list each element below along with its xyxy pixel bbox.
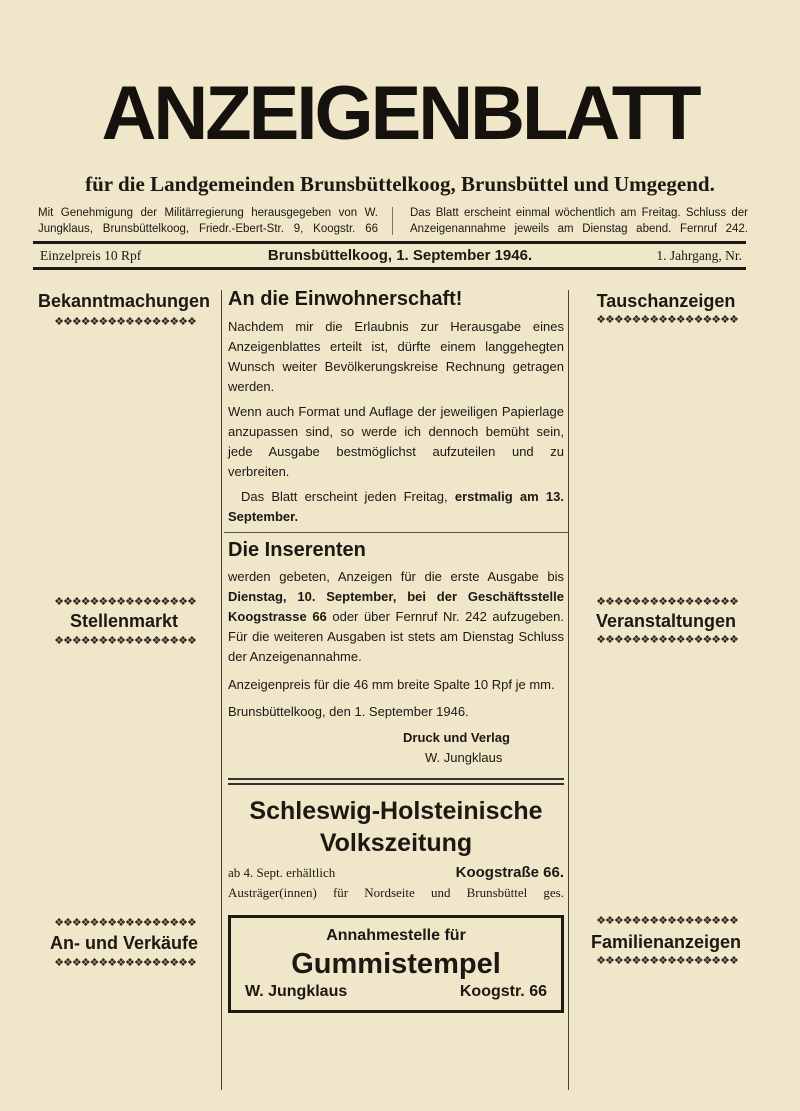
ornament-divider	[572, 634, 762, 647]
paragraph: Wenn auch Format und Auflage der jeweiligen Papierlage anzupassen sind, so werde ich dennoch bemüht sein, jede Ausgabe bestmöglichst aufzuteilen und zu verbreiten.	[228, 404, 564, 479]
ornament-divider	[572, 314, 762, 327]
paragraph: Nachdem mir die Erlaubnis zur Herausgabe eines Anzeigenblattes erteilt ist, dürfte einem langgehegten Wunsch weiter Bevölkerungskreise Rechnung getragen werden.	[228, 319, 564, 394]
center-column	[228, 287, 564, 1013]
ornament-divider	[30, 917, 220, 930]
rule	[33, 241, 746, 244]
double-rule	[228, 778, 564, 785]
ad-headline: Gummistempel	[291, 948, 501, 980]
signature: Druck und Verlag	[403, 730, 510, 745]
masthead-subtitle: für die Landgemeinden Brunsbüttelkoog, Brunsbüttel und Umgegend.	[85, 172, 715, 196]
column-divider	[568, 290, 569, 1090]
ad-gummistempel	[228, 915, 564, 1013]
ad-carriers-wanted: Austräger(innen) für Nordseite und Brunsbüttel ges.	[228, 885, 564, 900]
ornament-divider	[30, 316, 220, 329]
article-inserenten	[228, 538, 564, 768]
divider	[392, 207, 393, 235]
ad-volkszeitung-title: Schleswig-Holsteinische Volkszeitung	[249, 797, 543, 857]
masthead-title: ANZEIGENBLATT	[101, 71, 699, 156]
ornament-divider	[30, 635, 220, 648]
price: Einzelpreis 10 Rpf	[40, 248, 142, 263]
rule	[224, 532, 568, 533]
ad-footer: W. Jungklaus Koogstr. 66	[245, 983, 547, 1000]
ad-line: Annahmestelle für	[326, 927, 466, 944]
ornament-divider	[572, 955, 762, 968]
paragraph: Anzeigenpreis für die 46 mm breite Spalte 10 Rpf je mm.	[228, 677, 555, 692]
article-einwohnerschaft	[228, 287, 564, 527]
paragraph: Das Blatt erscheint jeden Freitag, erstmalig am 13. September.	[228, 489, 564, 524]
paragraph: Brunsbüttelkoog, den 1. September 1946.	[228, 704, 469, 719]
issue-number: 1. Jahrgang, Nr.	[656, 248, 742, 263]
issue-date: Brunsbüttelkoog, 1. September 1946.	[267, 247, 533, 264]
article-heading: Die Inserenten	[228, 539, 366, 561]
ad-info-row	[228, 863, 564, 883]
section-bekanntmachungen: Bekanntmachungen	[37, 291, 211, 311]
publisher-note: Mit Genehmigung der Militärregierung herausgegeben von W. Jungklaus, Brunsbüttelkoog, Friedr.-Ebert-Str. 9, Koogstr. 66	[38, 207, 378, 235]
paragraph: werden gebeten, Anzeigen für die erste Ausgabe bis Dienstag, 10. September, bei der Geschäftsstelle Koogstrasse 66 oder über Fernruf Nr. 242 aufzugeben. Für die weiteren Ausgaben ist stets am Dienstag Schluss der Anzeigenannahme.	[228, 569, 564, 664]
rule	[33, 267, 746, 270]
ornament-divider	[30, 596, 220, 609]
section-stellenmarkt: Stellenmarkt	[69, 611, 179, 631]
section-an-und-verkaeufe: An- und Verkäufe	[49, 933, 199, 953]
article-heading: An die Einwohnerschaft!	[228, 288, 463, 310]
signature-name: W. Jungklaus	[425, 750, 503, 765]
section-familienanzeigen: Familienanzeigen	[590, 932, 742, 952]
ad-address: Koogstraße 66.	[455, 864, 564, 881]
column-divider	[221, 290, 222, 1090]
section-veranstaltungen: Veranstaltungen	[595, 611, 737, 631]
ornament-divider	[30, 957, 220, 970]
ornament-divider	[572, 596, 762, 609]
publication-note: Das Blatt erscheint einmal wöchentlich am Freitag. Schluss der Anzeigenannahme jeweils am Dienstag abend. Fernruf 242.	[410, 207, 748, 235]
ornament-divider	[572, 915, 762, 928]
ad-available-date: ab 4. Sept. erhältlich	[228, 865, 336, 880]
section-tauschanzeigen: Tauschanzeigen	[596, 291, 736, 311]
